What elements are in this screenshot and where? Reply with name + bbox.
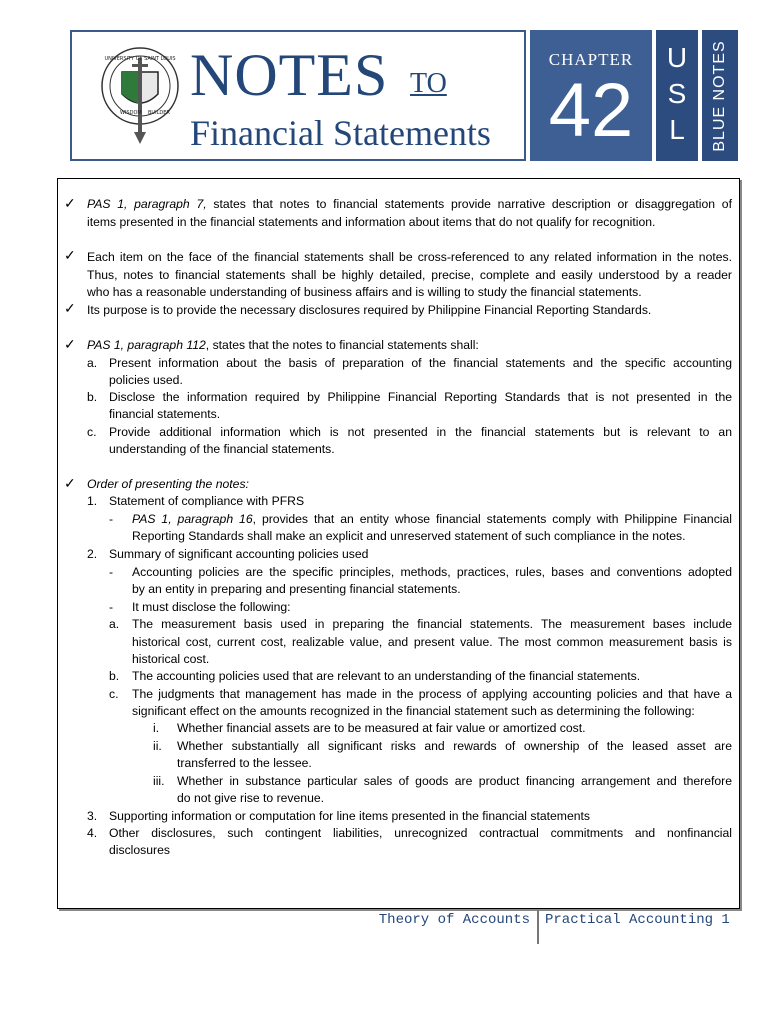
list-item: financial statements. — [109, 407, 221, 421]
item-2c-line1: The judgments that management has made in the process of applying accounting policies and that have a — [132, 687, 732, 701]
check-icon: ✓ — [64, 336, 76, 352]
item-2a-line3: historical cost. — [132, 652, 210, 666]
usl-letter-u: U — [666, 42, 688, 73]
list-item: Provide additional information which is not presented in the financial statements but is relevant to an — [109, 425, 732, 439]
dash-mark: - — [109, 600, 114, 614]
dash-mark: - — [109, 565, 114, 579]
check-icon: ✓ — [64, 300, 76, 316]
number-mark: 4. — [87, 826, 98, 840]
blue-notes-box — [702, 30, 738, 161]
title-to: TO — [410, 68, 447, 99]
p4-reference: PAS 1, paragraph 112 — [87, 338, 206, 352]
item-2-dash1-line2: by an entity in preparing and presenting financial statements. — [132, 582, 461, 596]
p1-reference: PAS 1, paragraph 7, — [87, 197, 207, 211]
roman-mark: i. — [153, 721, 160, 735]
chapter-box — [530, 30, 652, 161]
number-mark: 2. — [87, 547, 98, 561]
title-financial-statements: Financial Statements — [190, 113, 491, 153]
list-mark: b. — [87, 390, 98, 404]
p1-line2: items presented in the financial statements and information about items that do not qualify for recognition. — [87, 215, 656, 229]
item-2-dash2-text: It must disclose the following: — [132, 600, 291, 614]
letter-mark: c. — [109, 687, 119, 701]
university-seal-icon — [98, 38, 182, 148]
usl-box — [656, 30, 698, 161]
seal-text-left: WISDOM — [120, 110, 142, 116]
roman-item: Whether financial assets are to be measured at fair value or amortized cost. — [177, 721, 586, 735]
item-2a-line1: The measurement basis used in preparing the financial statements. The measurement bases include — [132, 617, 732, 631]
number-mark: 3. — [87, 809, 98, 823]
usl-letter-s: S — [667, 78, 687, 109]
p2-line2: Thus, notes to financial statements shall be highly detailed, precise, complete and easily understood by a reader — [87, 268, 732, 282]
order-heading: Order of presenting the notes: — [87, 477, 249, 491]
notes-content-box — [57, 178, 740, 909]
seal-text: UNIVERSITY OF SAINT LOUIS — [104, 56, 176, 62]
header-title-box — [70, 30, 526, 161]
roman-item: Whether in substance particular sales of goods are product financing arrangement and therefore — [177, 774, 732, 788]
n1-reference: PAS 1, paragraph 16 — [132, 512, 253, 526]
item-2-text: Summary of significant accounting policies used — [109, 547, 369, 561]
footer-theory-of-accounts: Theory of Accounts — [378, 912, 530, 928]
p4-line1 — [87, 337, 732, 355]
n1-text: , provides that an entity whose financial statements comply with Philippine Financial — [252, 512, 732, 526]
item-1-line2: Reporting Standards shall make an explicit and unreserved statement of such compliance in the notes. — [132, 529, 686, 543]
seal-text-right: BUILDER — [148, 110, 170, 116]
p2-line3: who has a reasonable understanding of business affairs and is willing to study the financial statements. — [87, 285, 642, 299]
p1-line1 — [87, 196, 732, 214]
item-2-dash1-line1: Accounting policies are the specific principles, methods, practices, rules, bases and conventions adopted — [132, 565, 732, 579]
footer-practical-accounting: Practical Accounting 1 — [545, 912, 730, 928]
item-4-line2: disclosures — [109, 843, 170, 857]
item-2c-line2: significant effect on the amounts recognized in the financial statement such as determining the following: — [132, 704, 695, 718]
item-4-line1: Other disclosures, such contingent liabilities, unrecognized contractual commitments and nonfinancial — [109, 826, 732, 840]
list-mark: a. — [87, 356, 98, 370]
p1-text-a: states that notes to financial statements provide narrative description or disaggregation of — [206, 197, 732, 211]
title-notes: NOTES — [190, 42, 389, 108]
check-icon: ✓ — [64, 475, 76, 491]
blue-notes-label: BLUE NOTES — [711, 40, 728, 152]
item-2a-line2: historical cost, current cost, realizable value, and present value. The most common measurement basis is — [132, 635, 732, 649]
number-mark: 1. — [87, 494, 98, 508]
chapter-label: CHAPTER — [548, 50, 634, 69]
list-mark: c. — [87, 425, 97, 439]
list-item: Present information about the basis of preparation of the financial statements and the specific accounting — [109, 356, 732, 370]
chapter-number: 42 — [548, 68, 634, 153]
usl-letter-l: L — [669, 114, 685, 145]
list-item: Disclose the information required by Philippine Financial Reporting Standards that is not presented in the — [109, 390, 732, 404]
list-item: understanding of the financial statements. — [109, 442, 335, 456]
letter-mark: b. — [109, 669, 120, 683]
letter-mark: a. — [109, 617, 120, 631]
roman-item: do not give rise to revenue. — [177, 791, 325, 805]
check-icon: ✓ — [64, 195, 76, 211]
p2-line1: Each item on the face of the financial statements shall be cross-referenced to any related information in the notes. — [87, 250, 732, 264]
footer-divider — [537, 910, 539, 944]
roman-mark: iii. — [153, 774, 165, 788]
item-3-text: Supporting information or computation for line items presented in the financial statements — [109, 809, 590, 823]
roman-item: transferred to the lessee. — [177, 756, 312, 770]
p3-line1: Its purpose is to provide the necessary disclosures required by Philippine Financial Reporting Standards. — [87, 303, 652, 317]
roman-item: Whether substantially all significant risks and rewards of ownership of the leased asset are — [177, 739, 732, 753]
item-2b-text: The accounting policies used that are relevant to an understanding of the financial statements. — [132, 669, 641, 683]
check-icon: ✓ — [64, 247, 76, 263]
list-item: policies used. — [109, 373, 183, 387]
item-1-line1 — [132, 511, 732, 529]
roman-mark: ii. — [153, 739, 162, 753]
item-1-text: Statement of compliance with PFRS — [109, 494, 305, 508]
dash-mark: - — [109, 512, 114, 526]
p4-text: , states that the notes to financial statements shall: — [205, 338, 479, 352]
